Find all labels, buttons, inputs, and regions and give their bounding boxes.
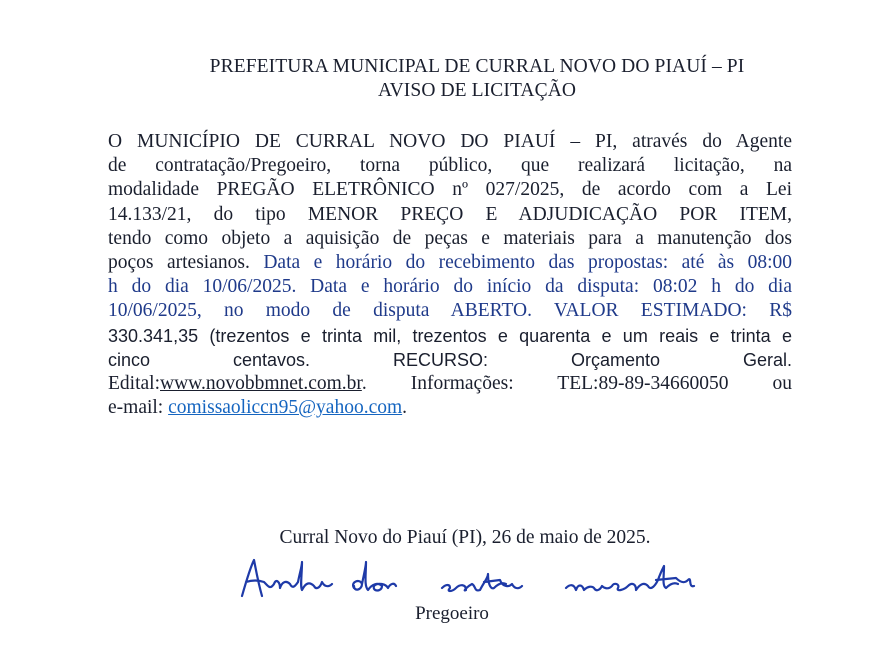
handwritten-signature — [236, 552, 736, 610]
body-line-5: tendo como objeto a aquisição de peças e materiais para a manutenção dos — [108, 227, 792, 249]
body-line-6 — [108, 251, 792, 275]
body-line-7: h do dia 10/06/2025. Data e horário do início da disputa: 08:02 h do dia — [108, 276, 792, 298]
body-line-6-part-a: poços artesianos. — [108, 252, 264, 274]
signer-role: Pregoeiro — [415, 603, 489, 624]
notice-body — [108, 130, 792, 420]
body-line-8: 10/06/2025, no modo de disputa ABERTO. VALOR ESTIMADO: R$ — [108, 300, 792, 322]
email-label: e-mail: — [108, 397, 169, 419]
document-header-municipality: PREFEITURA MUNICIPAL DE CURRAL NOVO DO PIAUÍ – PI — [209, 56, 745, 77]
proposal-deadline-text: Data e horário do recebimento das propostas: até às 08:00 — [263, 252, 793, 274]
body-line-10-text: cinco centavos. RECURSO: Orçamento Geral. — [108, 349, 792, 370]
body-line-11-rest: . Informações: TEL:89-89-34660050 ou — [361, 373, 792, 395]
body-line-11 — [108, 372, 792, 396]
body-line-2: de contratação/Pregoeiro, torna público, que realizará licitação, na — [108, 155, 792, 177]
body-line-1: O MUNICÍPIO DE CURRAL NOVO DO PIAUÍ – PI, através do Agente — [108, 131, 792, 152]
edital-link[interactable]: www.novobbmnet.com.br — [160, 373, 362, 395]
body-line-12-rest: . — [402, 397, 408, 419]
body-line-10 — [108, 348, 792, 372]
body-line-12 — [108, 396, 792, 420]
body-line-3: modalidade PREGÃO ELETRÔNICO nº 027/2025, de acordo com a Lei — [108, 179, 792, 201]
body-line-4: 14.133/21, do tipo MENOR PREÇO E ADJUDICAÇÃO POR ITEM, — [108, 203, 792, 225]
body-line-9: 330.341,35 (trezentos e trinta mil, trezentos e quarenta e um reais e trinta e — [108, 325, 792, 346]
email-link[interactable]: comissaoliccn95@yahoo.com — [168, 397, 403, 419]
place-and-date: Curral Novo do Piauí (PI), 26 de maio de 2025. — [279, 527, 651, 548]
document-title: AVISO DE LICITAÇÃO — [377, 80, 577, 101]
edital-label: Edital: — [108, 373, 160, 395]
